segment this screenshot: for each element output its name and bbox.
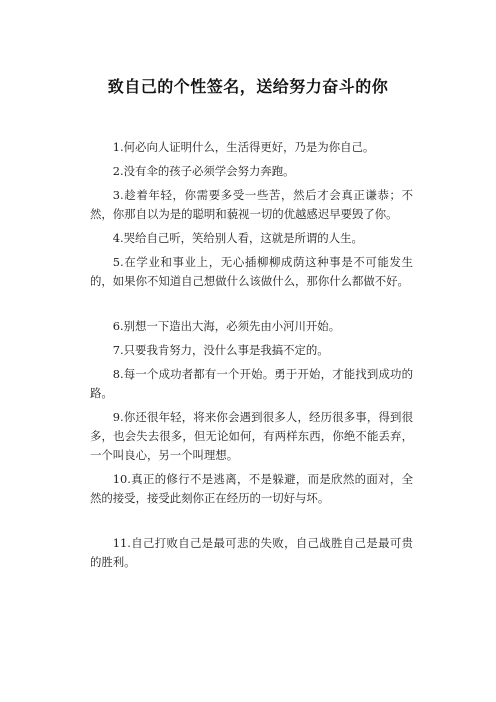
- section-gap: [90, 513, 413, 534]
- paragraph-4: 4.哭给自己听，笑给别人看，这就是所谓的人生。: [112, 231, 363, 245]
- paragraph-10: 10.真正的修行不是逃离，不是躲避，而是欣然的面对，全然的接受，接受此刻你正在经历的一切好与坏。: [90, 472, 413, 505]
- paragraph-3: 3.趁着年轻，你需要多受一些苦，然后才会真正谦恭；不然，你那自以为是的聪明和藐视一切的优越感迟早要毁了你。: [90, 188, 413, 221]
- section-gap: [90, 296, 413, 317]
- document-title: 致自己的个性签名，送给努力奋斗的你: [107, 77, 389, 96]
- paragraph-11: 11.自己打败自己是最可悲的失败，自己战胜自己是最可贵的胜利。: [90, 536, 413, 569]
- paragraph-5: 5.在学业和事业上，无心插柳柳成荫这种事是不可能发生的，如果你不知道自己想做什么该做什么，那你什么都做不好。: [90, 255, 413, 288]
- paragraph-9: 9.你还很年轻，将来你会遇到很多人，经历很多事，得到很多，也会失去很多，但无论如何，有两样东西，你绝不能丢弃，一个叫良心，另一个叫理想。: [90, 410, 413, 462]
- paragraph-1: 1.何必向人证明什么，生活得更好，乃是为你自己。: [112, 140, 375, 154]
- paragraph-8: 8.每一个成功者都有一个开始。勇于开始，才能找到成功的路。: [90, 367, 413, 400]
- paragraph-2: 2.没有伞的孩子必须学会努力奔跑。: [112, 164, 295, 178]
- paragraph-6: 6.别想一下造出大海，必须先由小河川开始。: [112, 319, 341, 333]
- document-body: [90, 138, 413, 577]
- paragraph-7: 7.只要我肯努力，没什么事是我搞不定的。: [112, 343, 329, 357]
